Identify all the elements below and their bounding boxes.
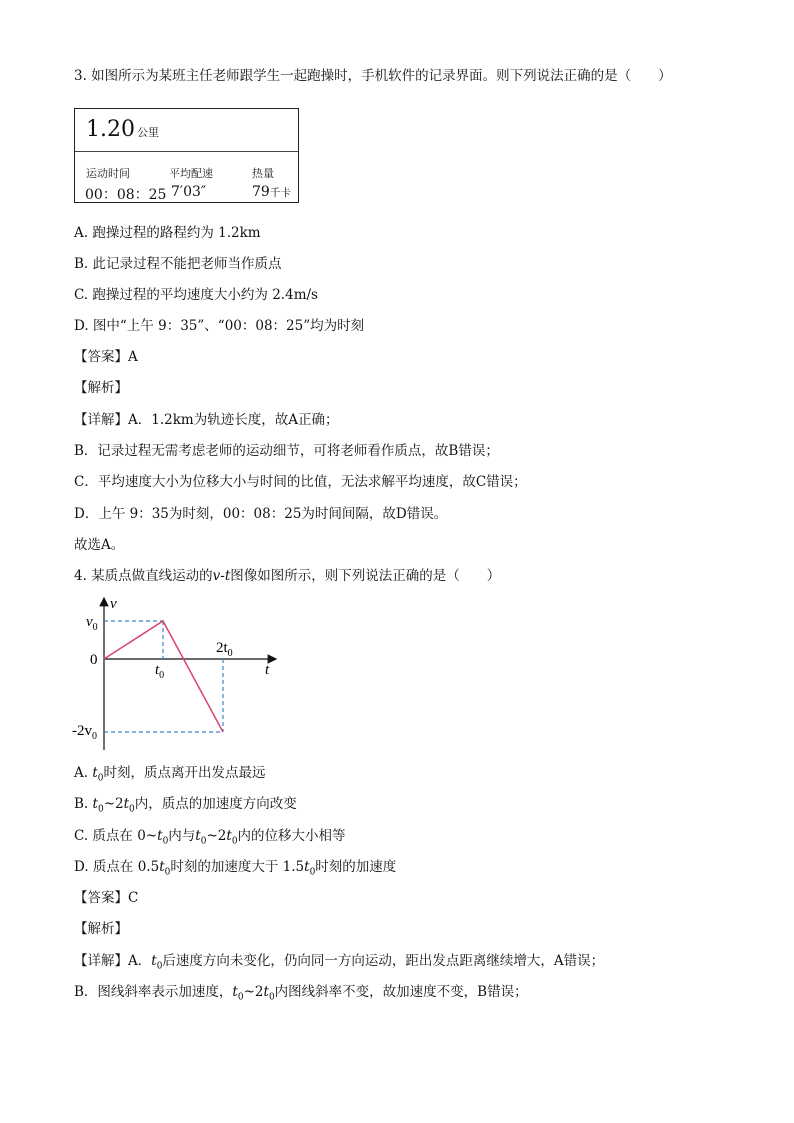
q3-option-d: D. 图中“上午 9：35”、“00：08：25”均为时刻 xyxy=(74,318,365,334)
q3-option-b: B. 此记录过程不能把老师当作质点 xyxy=(74,256,282,272)
label-time: 运动时间 xyxy=(86,167,130,180)
label-t0: $t_0$ xyxy=(155,662,165,681)
label-v-axis: v xyxy=(110,596,117,612)
distance-value: 1.20 公里 xyxy=(86,117,159,142)
card-divider xyxy=(75,151,298,152)
q3-detail-a: 【详解】A．1.2km为轨迹长度，故A正确； xyxy=(74,412,339,428)
q4-stem: 4. 某质点做直线运动的v-t图像如图所示，则下列说法正确的是（ ） xyxy=(74,568,501,584)
q3-detail-b: B．记录过程无需考虑老师的运动细节，可将老师看作质点，故B错误； xyxy=(74,443,499,459)
vt-graph xyxy=(60,592,290,757)
q4-analysis-tag: 【解析】 xyxy=(74,921,128,937)
q3-option-a: A. 跑操过程的路程约为 1.2km xyxy=(74,225,261,241)
run-record-card xyxy=(74,108,299,203)
q4-option-b: B. $t_0\sim 2t_0$内，质点的加速度方向改变 xyxy=(74,796,297,815)
pace-value: 7′03″ xyxy=(171,184,207,200)
q4-option-d: D. 质点在 $0.5t_0$时刻的加速度大于 $1.5t_0$时刻的加速度 xyxy=(74,859,397,878)
q3-analysis-tag: 【解析】 xyxy=(74,380,128,396)
q3-option-c: C. 跑操过程的平均速度大小约为 2.4m/s xyxy=(74,287,318,303)
label-pace: 平均配速 xyxy=(169,167,213,180)
q3-answer: 【答案】A xyxy=(74,349,138,365)
q3-stem: 3. 如图所示为某班主任老师跟学生一起跑操时，手机软件的记录界面。则下列说法正确的是（ ） xyxy=(74,68,672,84)
label-origin: 0 xyxy=(90,652,98,668)
time-value: 00：08：25 xyxy=(85,187,167,203)
q3-detail-d: D．上午 9：35为时刻，00：08：25为时间间隔，故D错误。 xyxy=(74,506,448,522)
heat-value: 79千卡 xyxy=(252,184,291,200)
label-t-axis: t xyxy=(265,662,270,678)
q4-detail-a: 【详解】A．$t_0$后速度方向未变化，仍向同一方向运动，距出发点距离继续增大，A错误； xyxy=(74,953,605,972)
label-heat: 热量 xyxy=(252,167,274,180)
q3-detail-c: C．平均速度大小为位移大小与时间的比值，无法求解平均速度，故C错误； xyxy=(74,474,527,490)
label-2t0: $2t_0$ xyxy=(216,640,233,659)
q4-detail-b: B．图线斜率表示加速度，$t_0\sim 2t_0$内图线斜率不变，故加速度不变，B错误； xyxy=(74,984,528,1003)
q4-answer: 【答案】C xyxy=(74,890,139,906)
label-neg2v0: $-2v_0$ xyxy=(72,723,97,742)
q4-option-c: C. 质点在 $0\sim t_0$内与$t_0\sim 2t_0$内的位移大小相等 xyxy=(74,828,346,847)
label-v0: $v_0$ xyxy=(86,614,98,633)
q4-option-a: A. $t_0$时刻，质点离开出发点最远 xyxy=(74,765,266,784)
q3-conclusion: 故选A。 xyxy=(74,537,125,553)
